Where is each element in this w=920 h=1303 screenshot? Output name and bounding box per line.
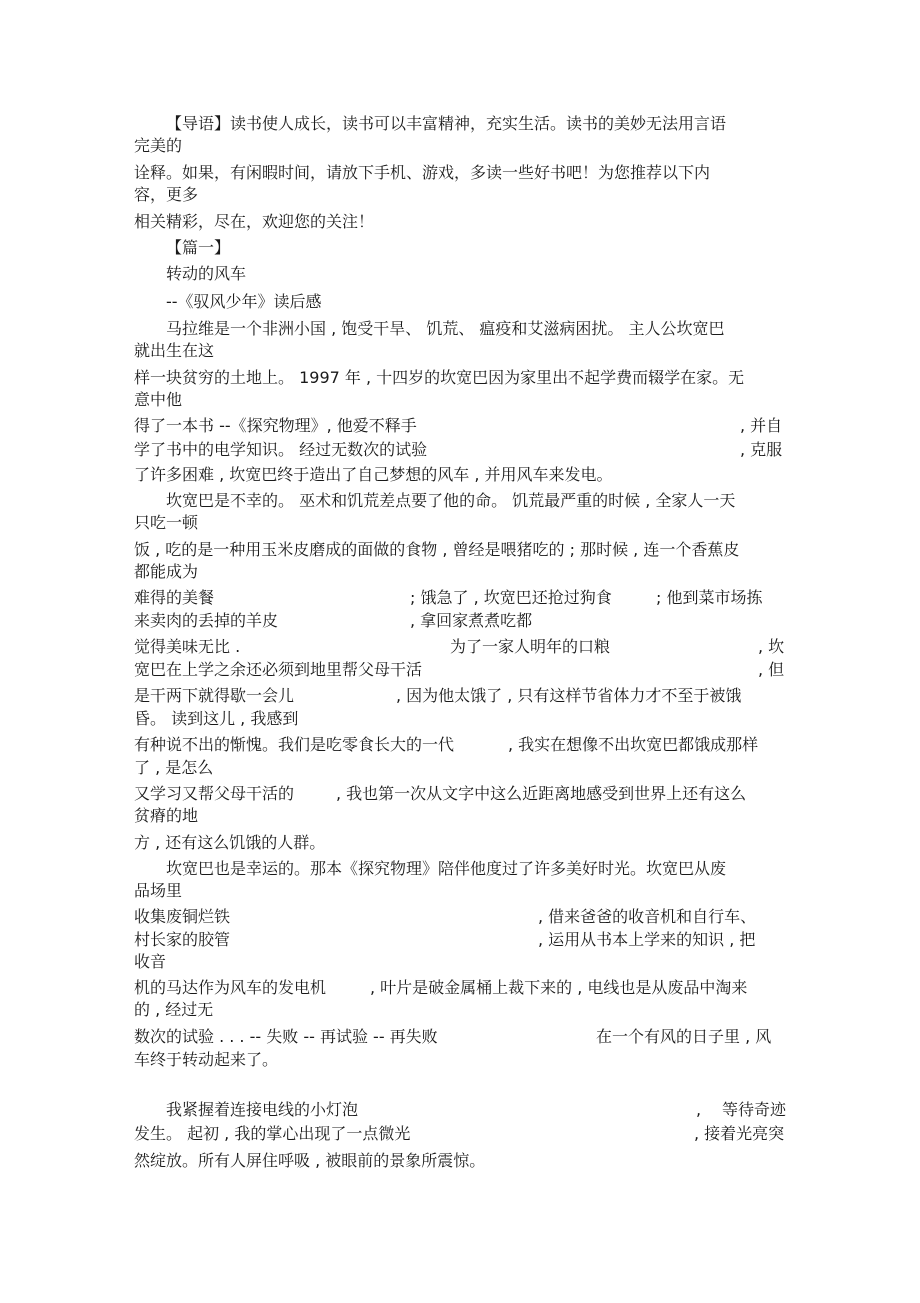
body-line: 只吃一顿 <box>134 513 199 532</box>
body-line-segment: , 克服 <box>740 440 783 459</box>
body-line: 坎宽巴也是幸运的。那本《探究物理》陪伴他度过了许多美好时光。坎宽巴从废 <box>166 859 727 878</box>
article-title: 转动的风车 <box>166 264 247 283</box>
body-line-segment: 村长家的胶管 <box>134 930 231 949</box>
body-line: 坎宽巴是不幸的。 巫术和饥荒差点要了他的命。 饥荒最严重的时候 , 全家人一天 <box>166 491 736 510</box>
body-line-segment: , 我实在想像不出坎宽巴都饿成那样 <box>508 735 759 754</box>
body-line: 方 , 还有这么饥饿的人群。 <box>134 833 326 852</box>
body-line: 了许多困难 , 坎宽巴终于造出了自己梦想的风车 , 并用风车来发电。 <box>134 465 613 484</box>
body-line: 饭 , 吃的是一种用玉米皮磨成的面做的食物 , 曾经是喂猪吃的 ; 那时候 , 连一个香蕉皮 <box>134 540 740 559</box>
body-line: 马拉维是一个非洲小国 , 饱受干旱、 饥荒、 瘟疫和艾滋病困扰。 主人公坎宽巴 <box>166 319 725 338</box>
body-line: 收音 <box>134 952 167 971</box>
body-line: 品场里 <box>134 881 183 900</box>
body-line-segment: 数次的试验 . . . -- 失败 -- 再试验 -- 再失败 <box>134 1027 438 1046</box>
body-line: 然绽放。所有人屏住呼吸 , 被眼前的景象所震惊。 <box>134 1151 486 1170</box>
body-line-segment: 得了一本书 --《探究物理》, 他爱不释手 <box>134 416 417 435</box>
body-line-segment: 收集废铜烂铁 <box>134 907 231 926</box>
body-line-segment: , <box>696 1100 702 1119</box>
intro-line: 相关精彩，尽在，欢迎您的关注！ <box>134 212 375 231</box>
body-line-segment: , 并自 <box>740 416 783 435</box>
body-line: 样一块贫穷的土地上。 1997 年 , 十四岁的坎宽巴因为家里出不起学费而辍学在家。无 <box>134 368 745 387</box>
body-line-segment: 在一个有风的日子里 , 风 <box>596 1027 772 1046</box>
body-line-segment: 学了书中的电学知识。 经过无数次的试验 <box>134 440 428 459</box>
body-line-segment: 我紧握着连接电线的小灯泡 <box>166 1100 359 1119</box>
intro-line: 【导语】读书使人成长，读书可以丰富精神，充实生活。读书的美妙无法用言语 <box>166 114 727 133</box>
body-line-segment: , 借来爸爸的收音机和自行车、 <box>538 907 757 926</box>
body-line-segment: 是干两下就得歇一会儿 <box>134 686 295 705</box>
body-line-segment: 来卖肉的丢掉的羊皮 <box>134 611 279 630</box>
body-line: 了 , 是怎么 <box>134 758 214 777</box>
body-line-segment: , 运用从书本上学来的知识 , 把 <box>538 930 756 949</box>
body-line-segment: 难得的美餐 <box>134 588 215 607</box>
body-line-segment: , 接着光亮突 <box>694 1124 785 1143</box>
intro-line: 完美的 <box>134 136 183 155</box>
body-line-segment: 觉得美味无比 . <box>134 637 241 656</box>
body-line-segment: , 因为他太饿了 , 只有这样节省体力才不至于被饿 <box>396 686 742 705</box>
body-line-segment: , 叶片是破金属桶上裁下来的 , 电线也是从废品中淘来 <box>370 978 748 997</box>
body-line: 的 , 经过无 <box>134 1000 214 1019</box>
body-line: 就出生在这 <box>134 341 215 360</box>
body-line: 昏。 读到这儿 , 我感到 <box>134 709 299 728</box>
body-line-segment: , 我也第一次从文字中这么近距离地感受到世界上还有这么 <box>336 784 747 803</box>
body-line-segment: 发生。 起初 , 我的掌心出现了一点微光 <box>134 1124 411 1143</box>
body-line-segment: , 拿回家煮煮吃都 <box>410 611 533 630</box>
intro-line: 容，更多 <box>134 185 199 204</box>
body-line-segment: 等待奇迹 <box>722 1100 787 1119</box>
body-line: 都能成为 <box>134 562 199 581</box>
section-label: 【篇一】 <box>166 238 231 257</box>
intro-line: 诠释。如果，有闲暇时间，请放下手机、游戏，多读一些好书吧！为您推荐以下内 <box>134 163 711 182</box>
body-line-segment: ; 他到菜市场拣 <box>656 588 763 607</box>
body-line-segment: , 但 <box>758 660 785 679</box>
body-line: 车终于转动起来了。 <box>134 1050 279 1069</box>
body-line: 意中他 <box>134 390 183 409</box>
body-line-segment: 有种说不出的惭愧。我们是吃零食长大的一代 <box>134 735 455 754</box>
article-subtitle: --《驭风少年》读后感 <box>166 292 322 311</box>
body-line-segment: 又学习又帮父母干活的 <box>134 784 295 803</box>
body-line-segment: 宽巴在上学之余还必须到地里帮父母干活 <box>134 660 423 679</box>
body-line-segment: 机的马达作为风车的发电机 <box>134 978 327 997</box>
body-line: 贫瘠的地 <box>134 806 199 825</box>
body-line-segment: 为了一家人明年的口粮 <box>450 637 611 656</box>
body-line-segment: ; 饿急了 , 坎宽巴还抢过狗食 <box>410 588 612 607</box>
body-line-segment: , 坎 <box>758 637 785 656</box>
